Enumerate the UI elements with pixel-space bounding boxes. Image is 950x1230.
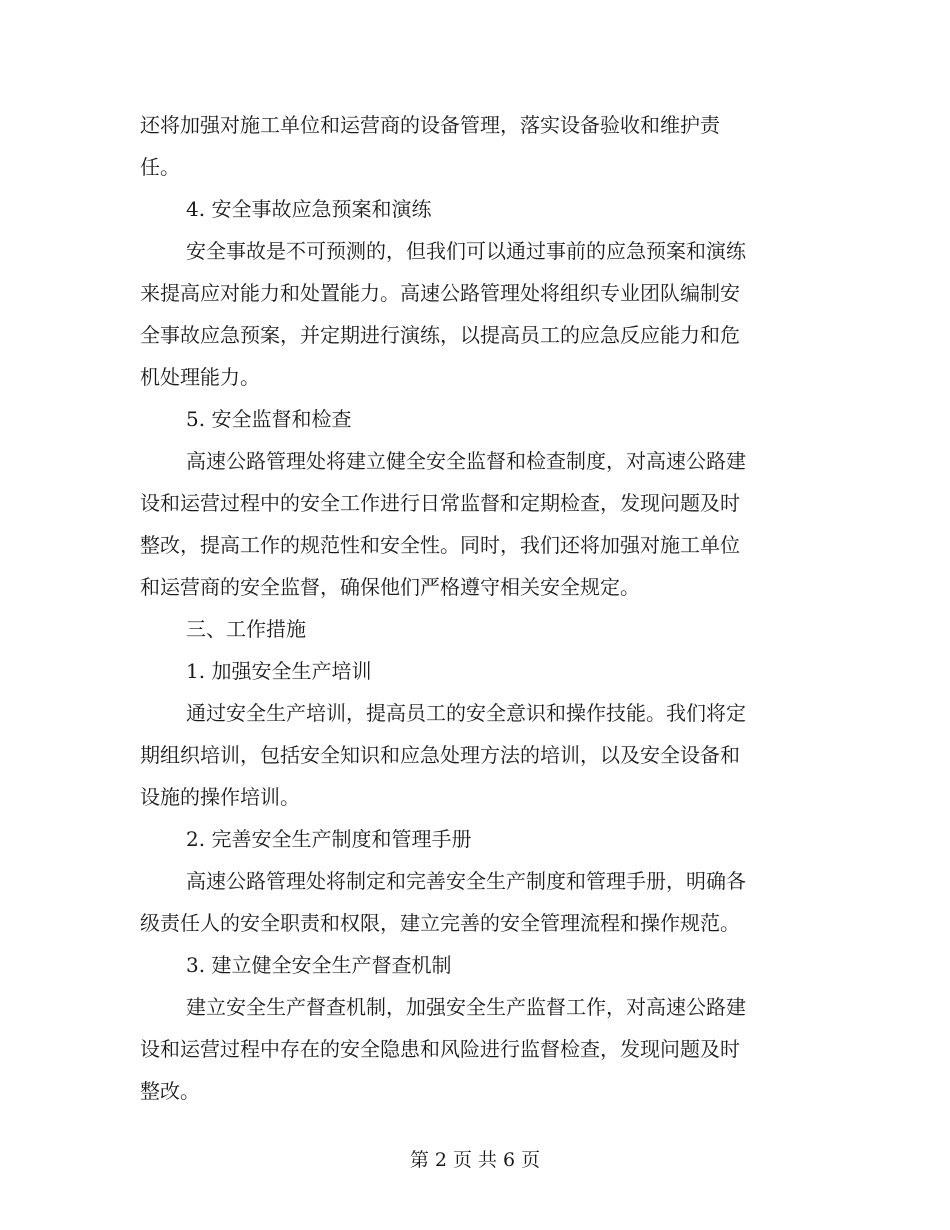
section-heading: 3. 建立健全安全生产督查机制 — [186, 953, 452, 977]
text-line: 整改。 — [140, 1079, 200, 1103]
section-heading: 4. 安全事故应急预案和演练 — [186, 197, 432, 221]
text-line: 级责任人的安全职责和权限，建立完善的安全管理流程和操作规范。 — [140, 911, 740, 935]
text-line: 整改，提高工作的规范性和安全性。同时，我们还将加强对施工单位 — [140, 533, 740, 557]
chapter-heading: 三、工作措施 — [186, 617, 306, 641]
body-text — [140, 104, 810, 1112]
text-line: 建立安全生产督查机制，加强安全生产监督工作，对高速公路建 — [186, 995, 746, 1019]
text-line: 来提高应对能力和处置能力。高速公路管理处将组织专业团队编制安 — [140, 281, 740, 305]
text-line: 高速公路管理处将制定和完善安全生产制度和管理手册，明确各 — [186, 869, 746, 893]
text-line: 高速公路管理处将建立健全安全监督和检查制度，对高速公路建 — [186, 449, 746, 473]
section-heading: 1. 加强安全生产培训 — [186, 659, 372, 683]
text-line: 设和运营过程中的安全工作进行日常监督和定期检查，发现问题及时 — [140, 491, 740, 515]
text-line: 设和运营过程中存在的安全隐患和风险进行监督检查，发现问题及时 — [140, 1037, 740, 1061]
text-line: 全事故应急预案，并定期进行演练，以提高员工的应急反应能力和危 — [140, 323, 740, 347]
text-line: 和运营商的安全监督，确保他们严格遵守相关安全规定。 — [140, 575, 640, 599]
text-line: 期组织培训，包括安全知识和应急处理方法的培训，以及安全设备和 — [140, 743, 740, 767]
text-line: 安全事故是不可预测的，但我们可以通过事前的应急预案和演练 — [186, 239, 746, 263]
section-heading: 2. 完善安全生产制度和管理手册 — [186, 827, 472, 851]
text-line: 设施的操作培训。 — [140, 785, 300, 809]
section-heading: 5. 安全监督和检查 — [186, 407, 352, 431]
page-number-footer: 第 2 页 共 6 页 — [409, 1149, 541, 1171]
text-line: 还将加强对施工单位和运营商的设备管理，落实设备验收和维护责 — [140, 113, 720, 137]
text-line: 任。 — [140, 155, 180, 179]
text-line: 通过安全生产培训，提高员工的安全意识和操作技能。我们将定 — [186, 701, 746, 725]
text-line: 机处理能力。 — [140, 365, 260, 389]
